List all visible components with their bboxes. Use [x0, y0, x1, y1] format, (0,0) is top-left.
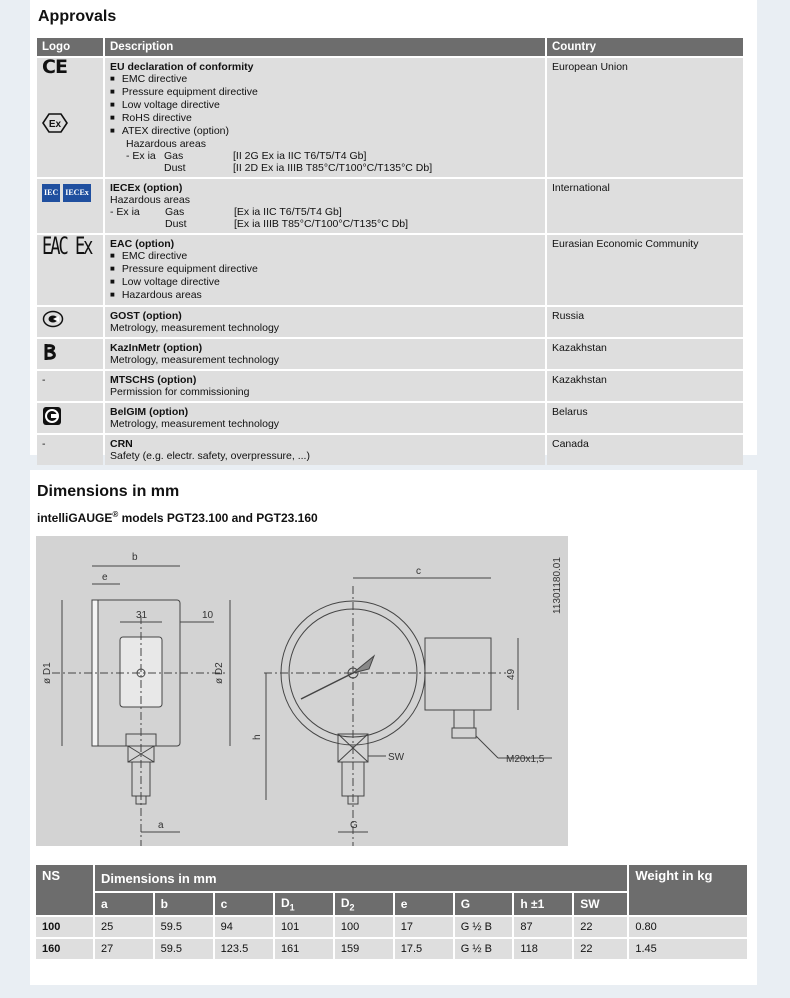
label-d1: ø D1 [42, 662, 53, 684]
eu-hazard-title: Hazardous areas [126, 138, 206, 150]
iecex-gas-label: Gas [165, 206, 185, 218]
mtschs-title: MTSCHS (option) [110, 374, 197, 386]
cell-g: G ½ B [455, 939, 513, 959]
eu-item: ■ Pressure equipment directive [110, 86, 540, 99]
cell-g: G ½ B [455, 917, 513, 937]
subtitle-brand: intelliGAUGE [37, 511, 113, 525]
label-sw: SW [388, 752, 405, 763]
cell-ns: 100 [36, 917, 93, 937]
eu-dust-label: Dust [164, 162, 186, 174]
iecex-dust-line [110, 218, 540, 230]
dimension-drawing [36, 536, 568, 846]
logo-cell-kazinmetr [37, 339, 103, 369]
dimensions-subtitle [37, 510, 318, 525]
eac-title: EAC (option) [110, 238, 175, 250]
eu-item: ■ Low voltage directive [110, 99, 540, 112]
belgim-desc: Metrology, measurement technology [110, 418, 280, 430]
col-d1 [275, 893, 333, 915]
logo-cell-belgim [37, 403, 103, 433]
approval-row-gost [37, 307, 743, 337]
cell-weight: 0.80 [629, 917, 747, 937]
cell-d1: 101 [275, 917, 333, 937]
label-h: h [252, 734, 263, 740]
approval-row-iecex [37, 179, 743, 233]
country-cell-kazinmetr: Kazakhstan [547, 339, 743, 369]
dimensions-table [34, 863, 749, 961]
dimensions-title: Dimensions in mm [37, 483, 180, 500]
cell-c: 94 [215, 917, 273, 937]
atex-ex-icon [42, 113, 68, 136]
cell-d1: 161 [275, 939, 333, 959]
dimensions-panel [30, 470, 757, 985]
eac-ex-logo-icon: EAC Ex [42, 233, 92, 261]
label-d2: ø D2 [214, 662, 225, 684]
approvals-panel [30, 0, 757, 462]
eac-item: ■ EMC directive [110, 250, 540, 263]
cell-e: 17.5 [395, 939, 453, 959]
subtitle-registered-mark: ® [112, 510, 119, 519]
ce-mark-icon: CE [42, 56, 67, 78]
cell-a: 27 [95, 939, 153, 959]
header-description: Description [105, 38, 545, 56]
iecex-dust-label: Dust [165, 218, 187, 230]
eu-dust-value: [II 2D Ex ia IIIB T85°C/T100°C/T135°C Db] [233, 162, 433, 174]
gost-desc: Metrology, measurement technology [110, 322, 280, 334]
iecex-gas-value: [Ex ia IIC T6/T5/T4 Gb] [234, 206, 342, 218]
crn-title: CRN [110, 438, 133, 450]
col-g: G [455, 893, 513, 915]
approval-row-eu [37, 58, 743, 177]
label-c: c [416, 566, 421, 577]
col-d1-main: D [280, 896, 290, 910]
label-49: 49 [506, 668, 517, 680]
logo-cell-eu [37, 58, 103, 177]
eu-item: ■ EMC directive [110, 73, 540, 86]
eu-gas-label: Gas [164, 150, 184, 162]
cell-h: 118 [514, 939, 572, 959]
eac-item: ■ Pressure equipment directive [110, 263, 540, 276]
gost-logo-icon [42, 310, 64, 328]
iecex-hazard-title: Hazardous areas [110, 194, 190, 206]
eu-dust-line [110, 162, 540, 174]
col-d2 [335, 893, 393, 915]
label-e: e [102, 572, 108, 583]
col-c: c [215, 893, 273, 915]
desc-cell-gost [105, 307, 545, 337]
country-cell-eu: European Union [547, 58, 743, 177]
svg-text:Ex: Ex [48, 119, 62, 130]
iecex-dust-value: [Ex ia IIIB T85°C/T100°C/T135°C Db] [234, 218, 409, 230]
kazinmetr-desc: Metrology, measurement technology [110, 354, 280, 366]
desc-cell-iecex [105, 179, 545, 233]
col-d2-sub: 2 [349, 902, 355, 913]
header-ns: NS [36, 865, 93, 915]
label-10: 10 [202, 610, 214, 621]
logo-cell-iecex [37, 179, 103, 233]
logo-cell-crn: - [37, 435, 103, 465]
cell-c: 123.5 [215, 939, 273, 959]
col-b: b [155, 893, 213, 915]
kazinmetr-logo-icon [42, 342, 58, 362]
eu-gas-prefix: - Ex ia [126, 150, 156, 162]
approvals-header-row [37, 38, 743, 56]
belgim-title: BelGIM (option) [110, 406, 189, 418]
desc-cell-eac [105, 235, 545, 305]
col-d2-main: D [340, 896, 350, 910]
desc-cell-mtschs [105, 371, 545, 401]
eu-gas-line [110, 150, 540, 162]
country-cell-crn: Canada [547, 435, 743, 465]
country-cell-mtschs: Kazakhstan [547, 371, 743, 401]
label-g: G [350, 820, 358, 831]
iecex-title: IECEx (option) [110, 182, 183, 194]
cell-d2: 159 [335, 939, 393, 959]
dim-header-row-1 [36, 865, 747, 891]
approval-row-eac [37, 235, 743, 305]
drawing-doc-number: 11301180.01 [552, 557, 563, 614]
belgim-logo-icon [42, 406, 62, 426]
iecex-logo-text: IECEx [63, 184, 91, 202]
cell-sw: 22 [574, 939, 627, 959]
country-cell-gost: Russia [547, 307, 743, 337]
approval-row-kazinmetr [37, 339, 743, 369]
desc-cell-belgim [105, 403, 545, 433]
cell-e: 17 [395, 917, 453, 937]
cell-weight: 1.45 [629, 939, 747, 959]
gost-title: GOST (option) [110, 310, 182, 322]
desc-cell-kazinmetr [105, 339, 545, 369]
approval-row-belgim [37, 403, 743, 433]
logo-cell-eac [37, 235, 103, 305]
col-a: a [95, 893, 153, 915]
iecex-logo-icon [42, 184, 91, 202]
table-row [36, 917, 747, 937]
dimension-drawing-svg [36, 536, 568, 846]
desc-cell-crn [105, 435, 545, 465]
country-cell-iecex: International [547, 179, 743, 233]
approval-row-crn [37, 435, 743, 465]
subtitle-models: models PGT23.100 and PGT23.160 [118, 511, 318, 525]
country-cell-eac: Eurasian Economic Community [547, 235, 743, 305]
cell-d2: 100 [335, 917, 393, 937]
logo-cell-mtschs: - [37, 371, 103, 401]
header-country: Country [547, 38, 743, 56]
iecex-gas-line [110, 206, 540, 218]
cell-a: 25 [95, 917, 153, 937]
cell-sw: 22 [574, 917, 627, 937]
cell-ns: 160 [36, 939, 93, 959]
iecex-gas-prefix: - Ex ia [110, 206, 140, 218]
country-cell-belgim: Belarus [547, 403, 743, 433]
label-m20: M20x1,5 [506, 754, 545, 765]
mtschs-desc: Permission for commissioning [110, 386, 250, 398]
approvals-table [35, 36, 745, 467]
cell-b: 59.5 [155, 917, 213, 937]
cell-b: 59.5 [155, 939, 213, 959]
iec-logo-text: IEC [42, 184, 60, 202]
eu-item: ■ RoHS directive [110, 112, 540, 125]
table-row [36, 939, 747, 959]
crn-desc: Safety (e.g. electr. safety, overpressure, ...) [110, 450, 310, 462]
approvals-title: Approvals [38, 8, 117, 25]
label-31: 31 [136, 610, 148, 621]
col-sw: SW [574, 893, 627, 915]
header-weight: Weight in kg [629, 865, 747, 915]
eu-item: ■ ATEX directive (option) [110, 125, 540, 138]
col-d1-sub: 1 [289, 902, 295, 913]
label-a: a [158, 820, 164, 831]
eu-title: EU declaration of conformity [110, 61, 254, 73]
desc-cell-eu [105, 58, 545, 177]
header-logo: Logo [37, 38, 103, 56]
logo-cell-gost [37, 307, 103, 337]
approval-row-mtschs [37, 371, 743, 401]
header-dimensions: Dimensions in mm [95, 865, 627, 891]
col-e: e [395, 893, 453, 915]
eac-item: ■ Low voltage directive [110, 276, 540, 289]
cell-h: 87 [514, 917, 572, 937]
eac-item: ■ Hazardous areas [110, 289, 540, 302]
kazinmetr-title: KazInMetr (option) [110, 342, 203, 354]
col-h: h ±1 [514, 893, 572, 915]
eu-gas-value: [II 2G Ex ia IIC T6/T5/T4 Gb] [233, 150, 367, 162]
label-b: b [132, 552, 138, 563]
